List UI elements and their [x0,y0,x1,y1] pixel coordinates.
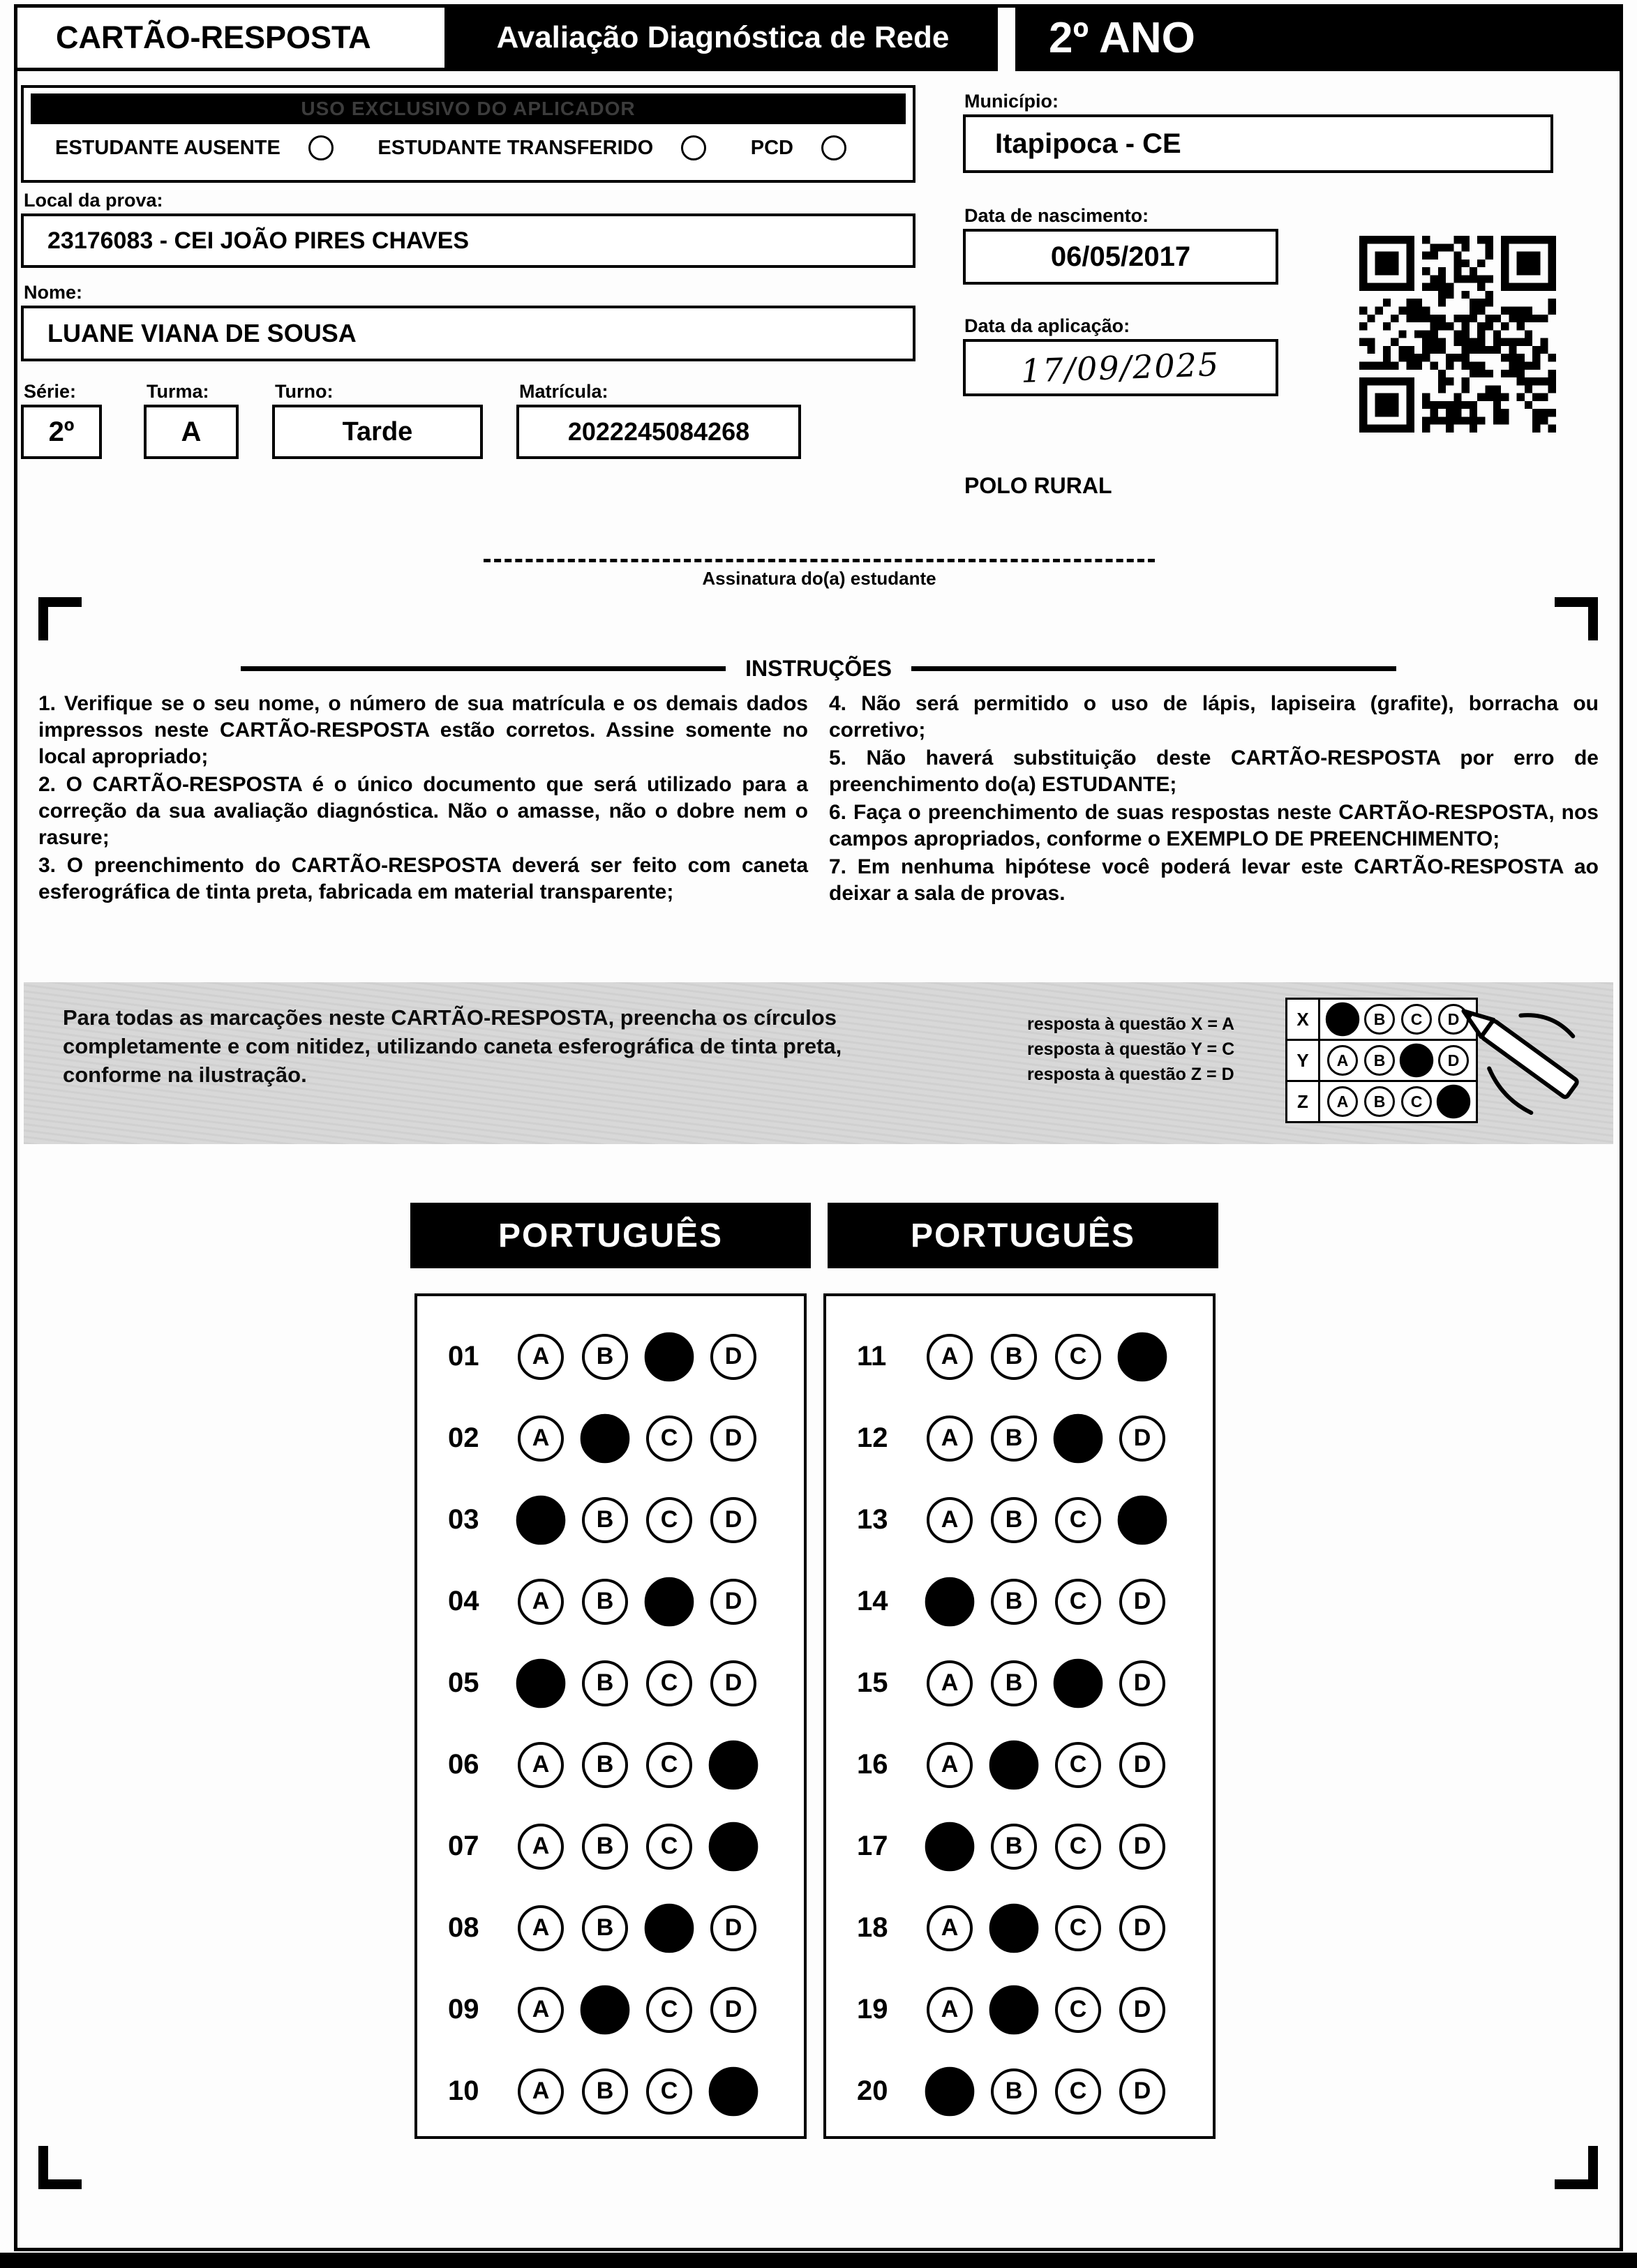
aplicador-option-label: ESTUDANTE AUSENTE [55,136,281,159]
bubble-q07-D[interactable] [709,1822,758,1871]
bubble-q14-B[interactable]: B [991,1579,1037,1625]
question-number: 16 [857,1749,888,1780]
bubble-q14-D[interactable]: D [1119,1579,1165,1625]
turma-label: Turma: [147,381,209,402]
municipio-value-box [963,114,1553,173]
matricula-label: Matrícula: [519,381,608,402]
bubble-q17-A[interactable] [925,1822,975,1871]
bubble-q11-C[interactable]: C [1055,1334,1101,1380]
sheet-subtitle: Avaliação Diagnóstica de Rede [496,20,950,54]
example-row-label: Y [1285,1039,1320,1082]
instructions-title: INSTRUÇÕES [745,656,892,681]
aplicacao-label: Data da aplicação: [964,315,1130,336]
bubble-q10-D[interactable] [709,2066,758,2116]
local-value-box [21,213,915,268]
instructions-body [38,691,1599,908]
question-number: 11 [857,1341,887,1372]
bubble-q16-A[interactable]: A [927,1742,973,1788]
example-text: Para todas as marcações neste CARTÃO-RESPOSTA, preencha os círculos completamente e com nitidez, utilizando caneta esferográfica de tinta preta, conforme na ilustração. [63,1005,842,1087]
bubble-q09-B[interactable] [581,1985,630,2034]
turma-value: A [181,416,202,447]
bubble-q17-B[interactable]: B [991,1824,1037,1870]
bubble-q19-C[interactable]: C [1055,1987,1101,2033]
bubble-q07-C[interactable]: C [646,1824,692,1870]
municipio-label: Município: [964,91,1059,112]
instructions-rule-right [911,666,1396,671]
example-bubble-Z-C[interactable]: C [1401,1086,1432,1117]
bubble-q05-A[interactable] [516,1658,566,1708]
question-row-10 [448,2050,804,2132]
instructions-rule-left [241,666,726,671]
bubble-q05-B[interactable]: B [582,1660,628,1706]
bubble-q10-C[interactable]: C [646,2068,692,2115]
question-number: 18 [857,1912,888,1943]
bubble-q15-B[interactable]: B [991,1660,1037,1706]
bubble-q01-A[interactable]: A [518,1334,564,1380]
turno-value: Tarde [342,416,413,446]
bubble-q18-B[interactable] [989,1903,1039,1953]
question-number: 10 [448,2075,479,2106]
signature-area [484,539,1155,589]
bubble-q12-D[interactable]: D [1119,1415,1165,1462]
instructions-header [241,656,1396,682]
nascimento-value-box [963,229,1278,285]
bubble-q06-D[interactable] [709,1740,758,1789]
aplicacao-value-handwritten: 17/09/2025 [1020,345,1221,390]
instruction-item: 7. Em nenhuma hipótese você poderá levar este CARTÃO-RESPOSTA ao deixar a sala de provas. [829,855,1599,905]
question-row-20 [857,2050,1213,2132]
bubble-q20-B[interactable]: B [991,2068,1037,2115]
example-bubble-Y-A[interactable]: A [1327,1045,1358,1076]
bubble-q12-A[interactable]: A [927,1415,973,1462]
example-row-label: X [1285,998,1320,1041]
bubble-q15-C[interactable] [1054,1658,1103,1708]
example-legend-line: resposta à questão X = A [1027,1014,1235,1034]
aplicador-title: USO EXCLUSIVO DO APLICADOR [301,98,636,119]
section-header-portugues-2 [828,1203,1218,1268]
example-bubble-X-C[interactable]: C [1401,1004,1432,1035]
aplicador-title-bar [31,93,906,124]
bubble-q05-C[interactable]: C [646,1660,692,1706]
bubble-q04-D[interactable]: D [710,1579,756,1625]
bubble-q18-D[interactable]: D [1119,1905,1165,1951]
question-row-19 [857,1969,1213,2050]
aplicador-option [55,135,334,160]
question-row-12 [857,1397,1213,1479]
grade-label: 2º ANO [1049,13,1195,62]
bubble-q10-B[interactable]: B [582,2068,628,2115]
bottom-bar [0,2253,1637,2268]
bubble-q01-D[interactable]: D [710,1334,756,1380]
question-row-05 [448,1642,804,1724]
matricula-value-box [516,405,801,459]
pen-hand-illustration [1418,968,1592,1118]
aplicador-option-circle[interactable] [681,135,706,160]
bubble-q19-D[interactable]: D [1119,1987,1165,2033]
bubble-q13-D[interactable] [1118,1495,1167,1545]
question-number: 09 [448,1994,479,2025]
signature-line[interactable] [484,539,1155,562]
bubble-q16-B[interactable] [989,1740,1039,1789]
aplicador-options [24,124,913,160]
question-row-07 [448,1805,804,1887]
question-number: 08 [448,1912,479,1943]
example-bubble-Y-D[interactable]: D [1438,1045,1469,1076]
answer-grid-1 [414,1293,807,2139]
bubble-q20-A[interactable] [925,2066,975,2116]
bubble-q02-B[interactable] [581,1413,630,1463]
example-legend [1027,1012,1234,1087]
nome-label: Nome: [24,282,83,303]
serie-value-box [21,405,102,459]
instructions-column-right [829,691,1599,908]
turno-label: Turno: [275,381,334,402]
local-value: 23176083 - CEI JOÃO PIRES CHAVES [47,227,470,254]
registration-mark-bottom-left [38,2146,82,2189]
bubble-q03-C[interactable]: C [646,1497,692,1543]
bubble-q12-C[interactable] [1054,1413,1103,1463]
bubble-q07-B[interactable]: B [582,1824,628,1870]
municipio-value: Itapipoca - CE [995,128,1181,159]
sheet-title-box [14,4,448,71]
nome-value-box [21,306,915,361]
question-row-03 [448,1479,804,1561]
bubble-q08-A[interactable]: A [518,1905,564,1951]
bubble-q04-A[interactable]: A [518,1579,564,1625]
question-number: 01 [448,1341,479,1372]
bubble-q04-C[interactable] [645,1577,694,1626]
section-header-portugues-1 [410,1203,811,1268]
bubble-q06-A[interactable]: A [518,1742,564,1788]
question-number: 03 [448,1504,479,1535]
question-number: 12 [857,1422,888,1453]
instruction-item: 3. O preenchimento do CARTÃO-RESPOSTA deverá ser feito com caneta esferográfica de tinta preta, fabricada em material transparente; [38,854,808,903]
question-row-08 [448,1887,804,1969]
registration-mark-top-left [38,597,82,640]
bubble-q12-B[interactable]: B [991,1415,1037,1462]
instructions-column-left [38,691,808,908]
aplicador-option-label: ESTUDANTE TRANSFERIDO [378,136,654,159]
bubble-q16-C[interactable]: C [1055,1742,1101,1788]
bubble-q09-A[interactable]: A [518,1987,564,2033]
aplicacao-value-box [963,339,1278,396]
section-title: PORTUGUÊS [498,1217,724,1254]
registration-mark-bottom-right [1555,2146,1598,2189]
nascimento-value: 06/05/2017 [1050,241,1191,272]
question-number: 02 [448,1422,479,1453]
bubble-q19-A[interactable]: A [927,1987,973,2033]
question-row-16 [857,1724,1213,1805]
sheet-subtitle-box [448,4,998,71]
question-number: 20 [857,2075,888,2106]
bubble-q07-A[interactable]: A [518,1824,564,1870]
example-bubble-X-B[interactable]: B [1364,1004,1395,1035]
question-row-11 [857,1316,1213,1397]
bubble-q16-D[interactable]: D [1119,1742,1165,1788]
bubble-q14-A[interactable] [925,1577,975,1626]
bubble-q19-B[interactable] [989,1985,1039,2034]
aplicador-option [751,135,846,160]
bubble-q09-D[interactable]: D [710,1987,756,2033]
example-row-label: Z [1285,1080,1320,1123]
serie-label: Série: [24,381,77,402]
example-bubble-X-D[interactable]: D [1438,1004,1469,1035]
bubble-q20-C[interactable]: C [1055,2068,1101,2115]
example-bubble-Y-B[interactable]: B [1364,1045,1395,1076]
bubble-q01-C[interactable] [645,1332,694,1381]
bubble-q15-A[interactable]: A [927,1660,973,1706]
bubble-q20-D[interactable]: D [1119,2068,1165,2115]
question-row-09 [448,1969,804,2050]
bubble-q11-B[interactable]: B [991,1334,1037,1380]
instruction-item: 4. Não será permitido o uso de lápis, lapiseira (grafite), borracha ou corretivo; [829,692,1599,742]
question-number: 17 [857,1831,888,1861]
bubble-q18-C[interactable]: C [1055,1905,1101,1951]
bubble-q06-B[interactable]: B [582,1742,628,1788]
bubble-q03-B[interactable]: B [582,1497,628,1543]
matricula-value: 2022245084268 [567,417,750,446]
question-number: 04 [448,1586,479,1616]
example-bubble-X-A[interactable] [1326,1002,1359,1036]
bubble-q15-D[interactable]: D [1119,1660,1165,1706]
bubble-q13-C[interactable]: C [1055,1497,1101,1543]
nome-value: LUANE VIANA DE SOUSA [47,319,357,347]
question-number: 13 [857,1504,888,1535]
example-bubble-Z-A[interactable]: A [1327,1086,1358,1117]
registration-mark-top-right [1555,597,1598,640]
example-bubble-Z-B[interactable]: B [1364,1086,1395,1117]
signature-caption: Assinatura do(a) estudante [702,568,936,589]
nascimento-label: Data de nascimento: [964,205,1149,226]
question-number: 06 [448,1749,479,1780]
turma-value-box [144,405,239,459]
bubble-q01-B[interactable]: B [582,1334,628,1380]
bubble-q02-A[interactable]: A [518,1415,564,1462]
question-row-13 [857,1479,1213,1561]
bubble-q09-C[interactable]: C [646,1987,692,2033]
section-title: PORTUGUÊS [910,1217,1136,1254]
grade-box [1015,4,1623,71]
aplicador-option-circle[interactable] [821,135,846,160]
instruction-item: 1. Verifique se o seu nome, o número de sua matrícula e os demais dados impressos neste CARTÃO-RESPOSTA estão corretos. Assine somente no local apropriado; [38,692,808,768]
serie-value: 2º [48,416,75,447]
question-row-04 [448,1561,804,1642]
question-row-18 [857,1887,1213,1969]
question-number: 14 [857,1586,888,1616]
question-row-14 [857,1561,1213,1642]
bubble-q18-A[interactable]: A [927,1905,973,1951]
question-number: 19 [857,1994,888,2025]
aplicador-option [378,135,706,160]
question-number: 05 [448,1667,479,1698]
bubble-q02-D[interactable]: D [710,1415,756,1462]
aplicador-box [21,85,915,183]
instruction-item: 6. Faça o preenchimento de suas respostas neste CARTÃO-RESPOSTA, nos campos apropriados, conforme o EXEMPLO DE PREENCHIMENTO; [829,801,1599,850]
bubble-q02-C[interactable]: C [646,1415,692,1462]
question-row-02 [448,1397,804,1479]
turno-value-box [272,405,483,459]
bubble-q13-A[interactable]: A [927,1497,973,1543]
bubble-q17-C[interactable]: C [1055,1824,1101,1870]
example-band [24,982,1613,1144]
example-legend-line: resposta à questão Y = C [1027,1039,1235,1059]
question-row-15 [857,1642,1213,1724]
bubble-q11-A[interactable]: A [927,1334,973,1380]
bubble-q05-D[interactable]: D [710,1660,756,1706]
bubble-q11-D[interactable] [1118,1332,1167,1381]
qr-code [1359,236,1556,433]
aplicador-option-circle[interactable] [308,135,334,160]
bubble-q08-C[interactable] [645,1903,694,1953]
local-label: Local da prova: [24,190,163,211]
bubble-q04-B[interactable]: B [582,1579,628,1625]
question-number: 15 [857,1667,888,1698]
question-row-01 [448,1316,804,1397]
bubble-q03-A[interactable] [516,1495,566,1545]
answer-grid-2 [823,1293,1216,2139]
polo-label: POLO RURAL [964,473,1112,498]
bubble-q13-B[interactable]: B [991,1497,1037,1543]
bubble-q08-B[interactable]: B [582,1905,628,1951]
question-number: 07 [448,1831,479,1861]
bubble-q03-D[interactable]: D [710,1497,756,1543]
example-legend-line: resposta à questão Z = D [1027,1065,1234,1084]
bubble-q17-D[interactable]: D [1119,1824,1165,1870]
sheet-title: CARTÃO-RESPOSTA [56,20,371,55]
bubble-q10-A[interactable]: A [518,2068,564,2115]
instruction-item: 2. O CARTÃO-RESPOSTA é o único documento que será utilizado para a correção da sua avaliação diagnóstica. Não o amasse, não o dobre nem o rasure; [38,773,808,849]
aplicador-option-label: PCD [750,136,793,159]
bubble-q08-D[interactable]: D [710,1905,756,1951]
question-row-06 [448,1724,804,1805]
instruction-item: 5. Não haverá substituição deste CARTÃO-RESPOSTA por erro de preenchimento do(a) ESTUDANTE; [829,746,1599,796]
bubble-q14-C[interactable]: C [1055,1579,1101,1625]
bubble-q06-C[interactable]: C [646,1742,692,1788]
question-row-17 [857,1805,1213,1887]
